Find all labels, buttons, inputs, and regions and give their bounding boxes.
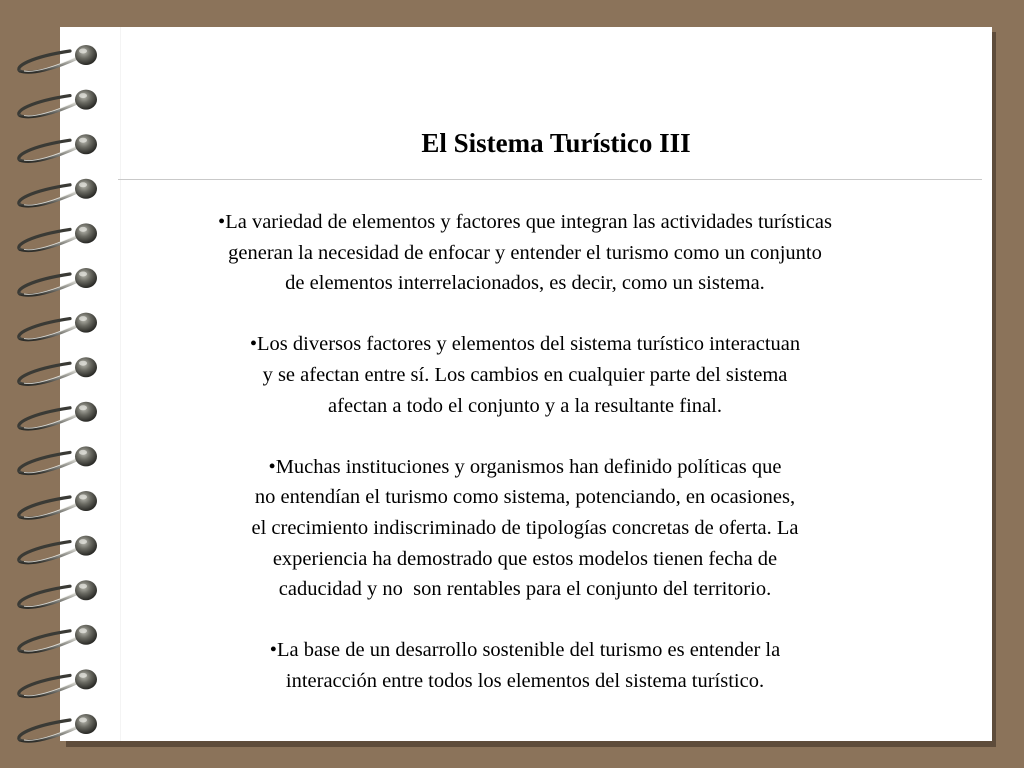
spiral-ring-icon bbox=[19, 313, 97, 340]
spiral-ring-icon bbox=[19, 357, 97, 384]
paragraph-line: interacción entre todos los elementos del sistema turístico. bbox=[285, 669, 765, 692]
spiral-ring-icon bbox=[19, 625, 97, 652]
paragraph-line: caducidad y no son rentables para el conjunto del territorio. bbox=[278, 578, 772, 601]
paragraph-line: y se afectan entre sí. Los cambios en cualquier parte del sistema bbox=[262, 363, 788, 386]
spiral-ring-icon bbox=[19, 580, 97, 607]
spiral-ring-icon bbox=[19, 446, 97, 473]
paragraph-line: de elementos interrelacionados, es decir, como un sistema. bbox=[285, 272, 765, 295]
title-divider bbox=[118, 179, 982, 180]
paragraph-2 bbox=[112, 329, 938, 421]
paragraph-line: no entendían el turismo como sistema, potenciando, en ocasiones, bbox=[254, 486, 796, 509]
paragraph-line: •La base de un desarrollo sostenible del turismo es entender la bbox=[269, 639, 781, 662]
spiral-ring-icon bbox=[19, 491, 97, 518]
slide-content bbox=[112, 207, 938, 697]
paragraph-line: afectan a todo el conjunto y a la resultante final. bbox=[328, 394, 722, 417]
paragraph-4 bbox=[112, 635, 938, 696]
spiral-ring-icon bbox=[19, 402, 97, 429]
paragraph-line: experiencia ha demostrado que estos modelos tienen fecha de bbox=[272, 547, 778, 570]
paragraph-line: •La variedad de elementos y factores que integran las actividades turísticas bbox=[218, 211, 832, 233]
spiral-ring-icon bbox=[19, 536, 97, 563]
spiral-ring-icon bbox=[19, 268, 97, 295]
spiral-ring-icon bbox=[19, 223, 97, 250]
spiral-ring-icon bbox=[19, 45, 97, 72]
paragraph-1 bbox=[112, 207, 938, 299]
spiral-ring-icon bbox=[19, 669, 97, 696]
slide-title: El Sistema Turístico III bbox=[421, 128, 691, 158]
paragraph-3 bbox=[112, 452, 938, 605]
paragraph-line: el crecimiento indiscriminado de tipologías concretas de oferta. La bbox=[251, 516, 799, 539]
spiral-ring-icon bbox=[19, 134, 97, 161]
spiral-ring-icon bbox=[19, 90, 97, 117]
paragraph-line: •Los diversos factores y elementos del sistema turístico interactuan bbox=[249, 333, 801, 356]
paragraph-line: •Muchas instituciones y organismos han definido políticas que bbox=[268, 455, 782, 478]
spiral-ring-icon bbox=[19, 179, 97, 206]
spiral-ring-icon bbox=[19, 714, 97, 741]
paragraph-line: generan la necesidad de enfocar y entender el turismo como un conjunto bbox=[228, 241, 822, 264]
spiral-binding bbox=[0, 0, 120, 768]
